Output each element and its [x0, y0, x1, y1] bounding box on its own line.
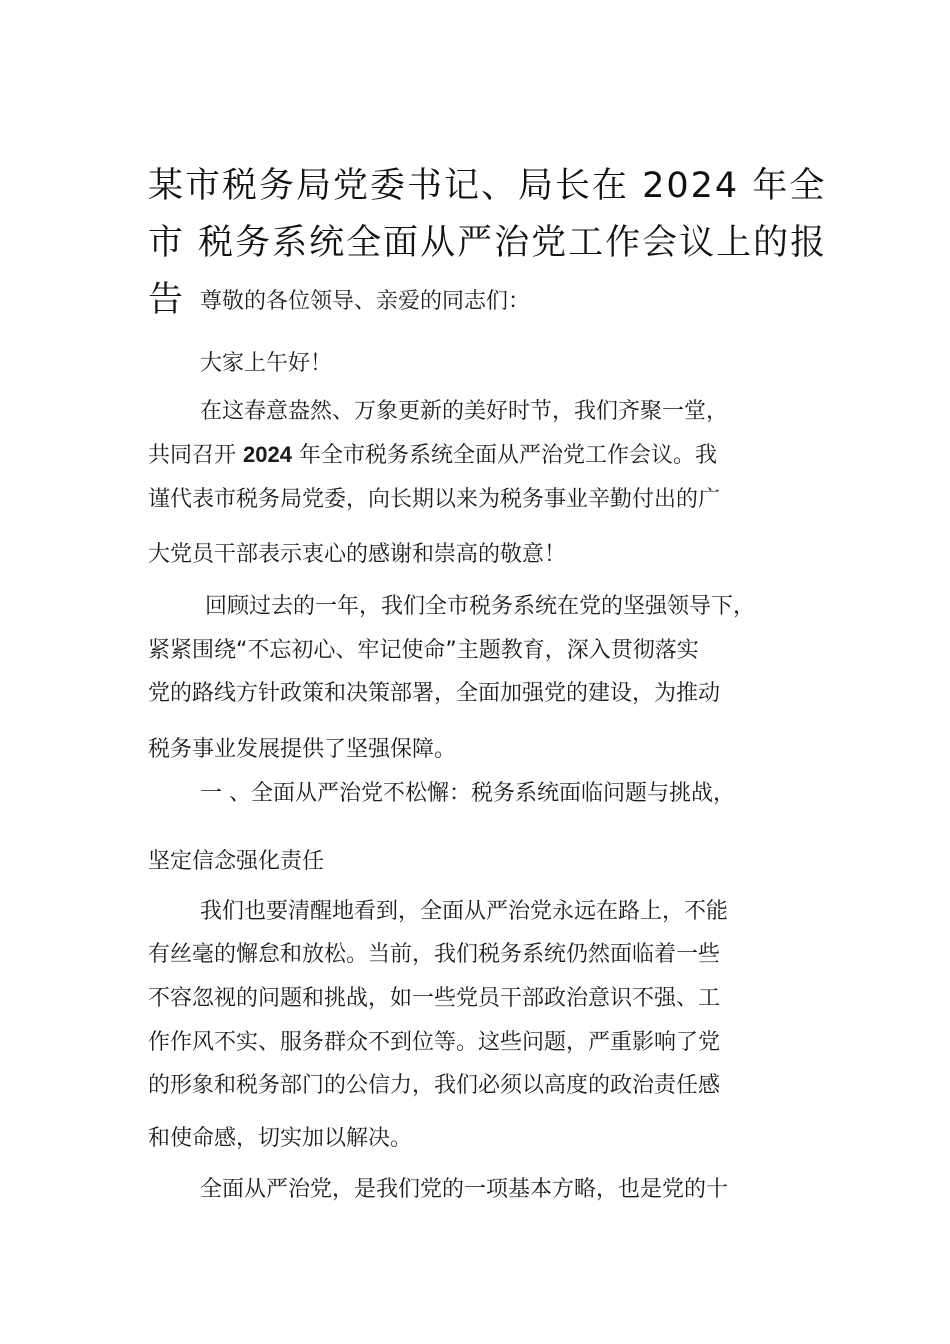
salutation: 尊敬的各位领导、亲爱的同志们： [200, 289, 531, 314]
para1-line-4: 大党员干部表示衷心的感谢和崇高的敬意！ [148, 542, 567, 567]
para3-line-4: 作作风不实、服务群众不到位等。这些问题，严重影响了党 [148, 1030, 721, 1055]
para1-line-1: 在这春意盎然、万象更新的美好时节，我们齐聚一堂， [200, 399, 729, 424]
para2-line-1: 回顾过去的一年，我们全市税务系统在党的坚强领导下， [205, 594, 756, 619]
para3-line-3: 不容忽视的问题和挑战，如一些党员干部政治意识不强、工 [148, 986, 721, 1011]
para3-line-1: 我们也要清醒地看到，全面从严治党永远在路上，不能 [200, 899, 729, 924]
para2-line-2: 紧紧围绕“不忘初心、牢记使命”主题教育，深入贯彻落实 [148, 638, 699, 663]
document-title-line-1: 某市税务局党委书记、局长在 2024 年全 [148, 166, 827, 206]
para1-line-2 [148, 440, 717, 471]
para3-line-6: 和使命感，切实加以解决。 [148, 1126, 413, 1151]
document-title-line-3: 告 [148, 280, 184, 320]
para3-line-2: 有丝毫的懈怠和放松。当前，我们税务系统仍然面临着一些 [148, 942, 721, 967]
para1-line-3: 谨代表市税务局党委，向长期以来为税务事业辛勤付出的广 [148, 487, 721, 512]
section1-heading-line-1: 一 、全面从严治党不松懈：税务系统面临问题与挑战， [200, 781, 735, 806]
para3-line-5: 的形象和税务部门的公信力，我们必须以高度的政治责任感 [148, 1073, 721, 1098]
section1-heading-line-2: 坚定信念强化责任 [148, 849, 325, 874]
para1-line-2-after: 年全市税务系统全面从严治党工作会议。我 [291, 443, 717, 468]
para1-year: 2024 [243, 442, 292, 467]
para4-line-1: 全面从严治党，是我们党的一项基本方略，也是党的十 [200, 1177, 729, 1202]
para2-line-4: 税务事业发展提供了坚强保障。 [148, 737, 457, 762]
para2-line-3: 党的路线方针政策和决策部署，全面加强党的建设，为推动 [148, 681, 721, 706]
greeting: 大家上午好！ [200, 351, 333, 376]
document-title-line-2: 市 税务系统全面从严治党工作会议上的报 [148, 223, 828, 263]
para1-line-2-before: 共同召开 [148, 443, 243, 468]
